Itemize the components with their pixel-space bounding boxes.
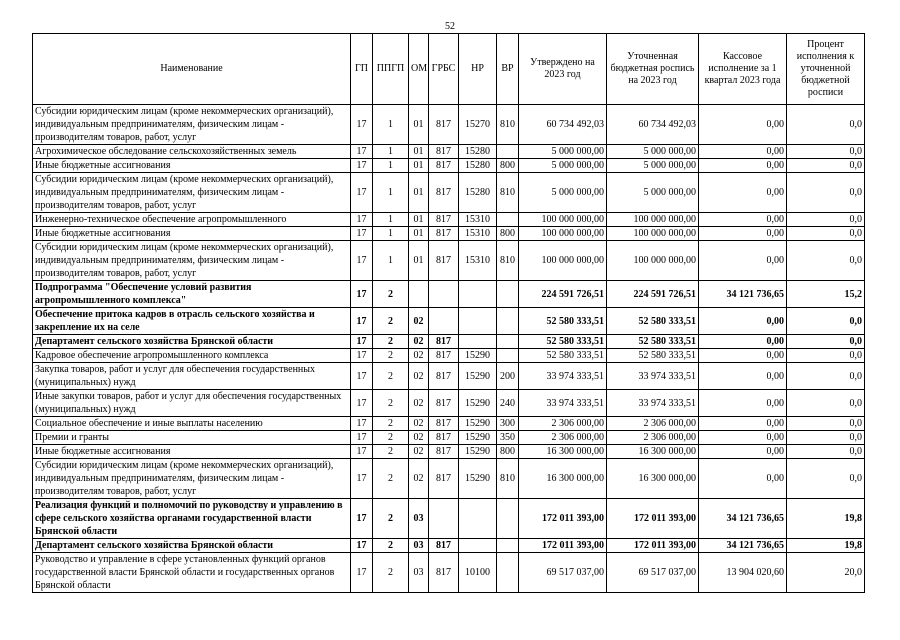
- cell-vr: 240: [497, 390, 519, 417]
- cell-approved: 16 300 000,00: [519, 459, 607, 499]
- cell-np: 15290: [459, 390, 497, 417]
- cell-approved: 224 591 726,51: [519, 281, 607, 308]
- cell-gp: 17: [351, 145, 373, 159]
- cell-percent: 20,0: [787, 553, 865, 593]
- cell-cash: 13 904 020,60: [699, 553, 787, 593]
- table-row: [33, 363, 865, 390]
- cell-cash: 0,00: [699, 159, 787, 173]
- cell-name: Реализация функций и полномочий по руководству и управлению в сфере сельского хозяйства органами государственной власти Брянской области: [33, 499, 351, 539]
- cell-percent: 0,0: [787, 105, 865, 145]
- header-vr: ВР: [497, 34, 519, 105]
- cell-gp: 17: [351, 445, 373, 459]
- cell-approved: 52 580 333,51: [519, 308, 607, 335]
- cell-vr: [497, 499, 519, 539]
- header-cash: Кассовое исполнение за 1 квартал 2023 года: [699, 34, 787, 105]
- cell-np: [459, 281, 497, 308]
- cell-gp: 17: [351, 159, 373, 173]
- cell-approved: 33 974 333,51: [519, 363, 607, 390]
- cell-cash: 0,00: [699, 417, 787, 431]
- cell-vr: [497, 281, 519, 308]
- cell-grbs: 817: [429, 159, 459, 173]
- cell-ppgp: 2: [373, 349, 409, 363]
- cell-name: Инженерно-техническое обеспечение агропромышленного: [33, 213, 351, 227]
- cell-grbs: 817: [429, 241, 459, 281]
- cell-ppgp: 2: [373, 553, 409, 593]
- cell-approved: 172 011 393,00: [519, 499, 607, 539]
- cell-name: Руководство и управление в сфере установленных функций органов государственной власти Брянской области и государственных органов Брянской области: [33, 553, 351, 593]
- cell-np: [459, 539, 497, 553]
- cell-grbs: [429, 499, 459, 539]
- cell-approved: 2 306 000,00: [519, 417, 607, 431]
- cell-vr: 810: [497, 105, 519, 145]
- cell-refined: 16 300 000,00: [607, 445, 699, 459]
- cell-cash: 0,00: [699, 335, 787, 349]
- cell-vr: 800: [497, 159, 519, 173]
- cell-gp: 17: [351, 499, 373, 539]
- cell-gp: 17: [351, 539, 373, 553]
- cell-cash: 0,00: [699, 308, 787, 335]
- cell-percent: 0,0: [787, 227, 865, 241]
- cell-percent: 0,0: [787, 417, 865, 431]
- cell-vr: 350: [497, 431, 519, 445]
- cell-np: [459, 308, 497, 335]
- cell-name: Субсидии юридическим лицам (кроме некоммерческих организаций), индивидуальным предпринимателям, физическим лицам - производителям товаров, работ, услуг: [33, 241, 351, 281]
- cell-gp: 17: [351, 349, 373, 363]
- cell-ppgp: 2: [373, 459, 409, 499]
- cell-vr: 800: [497, 227, 519, 241]
- cell-grbs: 817: [429, 105, 459, 145]
- cell-grbs: 817: [429, 431, 459, 445]
- cell-cash: 0,00: [699, 445, 787, 459]
- cell-ppgp: 1: [373, 159, 409, 173]
- cell-name: Департамент сельского хозяйства Брянской области: [33, 335, 351, 349]
- table-row: [33, 145, 865, 159]
- cell-vr: [497, 213, 519, 227]
- table-row: [33, 105, 865, 145]
- table-row: [33, 539, 865, 553]
- cell-ppgp: 1: [373, 105, 409, 145]
- cell-approved: 60 734 492,03: [519, 105, 607, 145]
- cell-ppgp: 2: [373, 308, 409, 335]
- cell-grbs: 817: [429, 213, 459, 227]
- table-row: [33, 417, 865, 431]
- cell-grbs: 817: [429, 363, 459, 390]
- table-row: [33, 227, 865, 241]
- cell-vr: [497, 335, 519, 349]
- cell-name: Субсидии юридическим лицам (кроме некоммерческих организаций), индивидуальным предпринимателям, физическим лицам - производителям товаров, работ, услуг: [33, 173, 351, 213]
- header-grbs: ГРБС: [429, 34, 459, 105]
- cell-approved: 100 000 000,00: [519, 241, 607, 281]
- cell-refined: 33 974 333,51: [607, 363, 699, 390]
- cell-ppgp: 2: [373, 363, 409, 390]
- cell-om: 01: [409, 173, 429, 213]
- cell-grbs: [429, 281, 459, 308]
- cell-percent: 0,0: [787, 241, 865, 281]
- cell-om: 02: [409, 349, 429, 363]
- cell-np: 15290: [459, 349, 497, 363]
- cell-percent: 19,8: [787, 499, 865, 539]
- table-row: [33, 308, 865, 335]
- header-approved: Утверждено на 2023 год: [519, 34, 607, 105]
- cell-cash: 34 121 736,65: [699, 539, 787, 553]
- cell-refined: 2 306 000,00: [607, 431, 699, 445]
- cell-om: 01: [409, 145, 429, 159]
- cell-percent: 0,0: [787, 445, 865, 459]
- cell-cash: 34 121 736,65: [699, 499, 787, 539]
- cell-ppgp: 2: [373, 539, 409, 553]
- cell-percent: 0,0: [787, 459, 865, 499]
- cell-np: 10100: [459, 553, 497, 593]
- cell-name: Социальное обеспечение и иные выплаты населению: [33, 417, 351, 431]
- cell-grbs: [429, 308, 459, 335]
- cell-gp: 17: [351, 105, 373, 145]
- cell-cash: 0,00: [699, 173, 787, 213]
- cell-grbs: 817: [429, 553, 459, 593]
- cell-refined: 52 580 333,51: [607, 335, 699, 349]
- cell-approved: 100 000 000,00: [519, 213, 607, 227]
- cell-percent: 0,0: [787, 390, 865, 417]
- cell-percent: 0,0: [787, 159, 865, 173]
- cell-grbs: 817: [429, 539, 459, 553]
- cell-cash: 0,00: [699, 145, 787, 159]
- cell-name: Субсидии юридическим лицам (кроме некоммерческих организаций), индивидуальным предпринимателям, физическим лицам - производителям товаров, работ, услуг: [33, 105, 351, 145]
- cell-refined: 60 734 492,03: [607, 105, 699, 145]
- cell-om: 02: [409, 335, 429, 349]
- cell-name: Агрохимическое обследование сельскохозяйственных земель: [33, 145, 351, 159]
- table-row: [33, 173, 865, 213]
- cell-approved: 69 517 037,00: [519, 553, 607, 593]
- cell-refined: 69 517 037,00: [607, 553, 699, 593]
- cell-name: Иные бюджетные ассигнования: [33, 159, 351, 173]
- cell-ppgp: 1: [373, 241, 409, 281]
- header-om: ОМ: [409, 34, 429, 105]
- cell-name: Департамент сельского хозяйства Брянской области: [33, 539, 351, 553]
- cell-np: 15290: [459, 459, 497, 499]
- cell-om: 01: [409, 159, 429, 173]
- cell-refined: 16 300 000,00: [607, 459, 699, 499]
- cell-approved: 5 000 000,00: [519, 159, 607, 173]
- cell-om: 02: [409, 363, 429, 390]
- cell-ppgp: 2: [373, 499, 409, 539]
- table-row: [33, 459, 865, 499]
- cell-vr: 810: [497, 173, 519, 213]
- cell-vr: [497, 145, 519, 159]
- header-name: Наименование: [33, 34, 351, 105]
- cell-refined: 224 591 726,51: [607, 281, 699, 308]
- cell-refined: 5 000 000,00: [607, 173, 699, 213]
- cell-vr: [497, 553, 519, 593]
- cell-np: 15310: [459, 227, 497, 241]
- cell-ppgp: 2: [373, 431, 409, 445]
- cell-np: 15290: [459, 363, 497, 390]
- cell-approved: 16 300 000,00: [519, 445, 607, 459]
- cell-name: Обеспечение притока кадров в отрасль сельского хозяйства и закрепление их на селе: [33, 308, 351, 335]
- cell-refined: 100 000 000,00: [607, 227, 699, 241]
- cell-refined: 172 011 393,00: [607, 539, 699, 553]
- cell-name: Закупка товаров, работ и услуг для обеспечения государственных (муниципальных) нужд: [33, 363, 351, 390]
- cell-cash: 0,00: [699, 105, 787, 145]
- cell-cash: 0,00: [699, 431, 787, 445]
- table-row: [33, 335, 865, 349]
- cell-om: 01: [409, 241, 429, 281]
- page-number: 52: [445, 21, 455, 32]
- cell-grbs: 817: [429, 445, 459, 459]
- cell-gp: 17: [351, 281, 373, 308]
- cell-name: Подпрограмма "Обеспечение условий развития агропромышленного комплекса": [33, 281, 351, 308]
- cell-vr: 200: [497, 363, 519, 390]
- table-row: [33, 159, 865, 173]
- cell-gp: 17: [351, 553, 373, 593]
- cell-percent: 15,2: [787, 281, 865, 308]
- cell-om: [409, 281, 429, 308]
- cell-gp: 17: [351, 227, 373, 241]
- header-ppgp: ППГП: [373, 34, 409, 105]
- cell-om: 02: [409, 445, 429, 459]
- cell-np: 15280: [459, 145, 497, 159]
- cell-gp: 17: [351, 241, 373, 281]
- cell-cash: 0,00: [699, 227, 787, 241]
- cell-approved: 33 974 333,51: [519, 390, 607, 417]
- cell-np: [459, 335, 497, 349]
- cell-refined: 100 000 000,00: [607, 241, 699, 281]
- cell-ppgp: 1: [373, 145, 409, 159]
- cell-refined: 5 000 000,00: [607, 159, 699, 173]
- cell-approved: 100 000 000,00: [519, 227, 607, 241]
- cell-name: Премии и гранты: [33, 431, 351, 445]
- cell-gp: 17: [351, 459, 373, 499]
- table-row: [33, 431, 865, 445]
- cell-om: 02: [409, 390, 429, 417]
- table-row: [33, 349, 865, 363]
- table-row: [33, 241, 865, 281]
- cell-gp: 17: [351, 308, 373, 335]
- cell-grbs: 817: [429, 459, 459, 499]
- cell-ppgp: 1: [373, 213, 409, 227]
- cell-percent: 0,0: [787, 308, 865, 335]
- cell-refined: 52 580 333,51: [607, 349, 699, 363]
- cell-vr: [497, 349, 519, 363]
- cell-np: 15270: [459, 105, 497, 145]
- cell-ppgp: 2: [373, 390, 409, 417]
- cell-vr: [497, 539, 519, 553]
- cell-approved: 5 000 000,00: [519, 145, 607, 159]
- cell-om: 02: [409, 308, 429, 335]
- cell-vr: 800: [497, 445, 519, 459]
- cell-ppgp: 2: [373, 445, 409, 459]
- cell-grbs: 817: [429, 227, 459, 241]
- cell-approved: 52 580 333,51: [519, 349, 607, 363]
- cell-gp: 17: [351, 335, 373, 349]
- cell-ppgp: 2: [373, 417, 409, 431]
- cell-percent: 0,0: [787, 349, 865, 363]
- cell-percent: 0,0: [787, 431, 865, 445]
- cell-name: Иные закупки товаров, работ и услуг для обеспечения государственных (муниципальных) нужд: [33, 390, 351, 417]
- cell-refined: 5 000 000,00: [607, 145, 699, 159]
- cell-ppgp: 1: [373, 227, 409, 241]
- cell-cash: 0,00: [699, 390, 787, 417]
- cell-om: 01: [409, 105, 429, 145]
- cell-gp: 17: [351, 173, 373, 213]
- cell-grbs: 817: [429, 417, 459, 431]
- cell-gp: 17: [351, 431, 373, 445]
- table-header-row: [33, 34, 865, 105]
- cell-name: Иные бюджетные ассигнования: [33, 445, 351, 459]
- cell-gp: 17: [351, 363, 373, 390]
- cell-cash: 34 121 736,65: [699, 281, 787, 308]
- cell-name: Иные бюджетные ассигнования: [33, 227, 351, 241]
- table-row: [33, 499, 865, 539]
- cell-om: 02: [409, 417, 429, 431]
- cell-grbs: 817: [429, 349, 459, 363]
- cell-om: 02: [409, 431, 429, 445]
- cell-refined: 172 011 393,00: [607, 499, 699, 539]
- cell-gp: 17: [351, 417, 373, 431]
- cell-cash: 0,00: [699, 459, 787, 499]
- cell-ppgp: 2: [373, 281, 409, 308]
- cell-np: 15290: [459, 417, 497, 431]
- cell-np: [459, 499, 497, 539]
- cell-percent: 0,0: [787, 335, 865, 349]
- cell-grbs: 817: [429, 335, 459, 349]
- cell-om: 01: [409, 227, 429, 241]
- table-row: [33, 553, 865, 593]
- cell-np: 15280: [459, 173, 497, 213]
- cell-approved: 172 011 393,00: [519, 539, 607, 553]
- header-np: НР: [459, 34, 497, 105]
- cell-ppgp: 2: [373, 335, 409, 349]
- table-row: [33, 390, 865, 417]
- cell-grbs: 817: [429, 390, 459, 417]
- cell-refined: 2 306 000,00: [607, 417, 699, 431]
- header-percent: Процент исполнения к уточненной бюджетной росписи: [787, 34, 865, 105]
- budget-execution-table: [32, 33, 865, 593]
- cell-vr: [497, 308, 519, 335]
- cell-percent: 0,0: [787, 213, 865, 227]
- cell-cash: 0,00: [699, 349, 787, 363]
- cell-cash: 0,00: [699, 241, 787, 281]
- cell-om: 01: [409, 213, 429, 227]
- cell-vr: 810: [497, 459, 519, 499]
- cell-np: 15290: [459, 445, 497, 459]
- cell-ppgp: 1: [373, 173, 409, 213]
- cell-grbs: 817: [429, 145, 459, 159]
- cell-gp: 17: [351, 213, 373, 227]
- cell-np: 15280: [459, 159, 497, 173]
- cell-gp: 17: [351, 390, 373, 417]
- cell-om: 03: [409, 539, 429, 553]
- cell-refined: 33 974 333,51: [607, 390, 699, 417]
- cell-refined: 100 000 000,00: [607, 213, 699, 227]
- header-gp: ГП: [351, 34, 373, 105]
- cell-om: 02: [409, 459, 429, 499]
- cell-cash: 0,00: [699, 213, 787, 227]
- cell-name: Кадровое обеспечение агропромышленного комплекса: [33, 349, 351, 363]
- cell-approved: 52 580 333,51: [519, 335, 607, 349]
- cell-grbs: 817: [429, 173, 459, 213]
- cell-approved: 5 000 000,00: [519, 173, 607, 213]
- cell-vr: 300: [497, 417, 519, 431]
- table-row: [33, 281, 865, 308]
- table-row: [33, 445, 865, 459]
- cell-om: 03: [409, 499, 429, 539]
- cell-percent: 0,0: [787, 145, 865, 159]
- cell-approved: 2 306 000,00: [519, 431, 607, 445]
- cell-vr: 810: [497, 241, 519, 281]
- cell-name: Субсидии юридическим лицам (кроме некоммерческих организаций), индивидуальным предпринимателям, физическим лицам - производителям товаров, работ, услуг: [33, 459, 351, 499]
- cell-cash: 0,00: [699, 363, 787, 390]
- cell-np: 15290: [459, 431, 497, 445]
- table-body: [33, 105, 865, 593]
- cell-percent: 0,0: [787, 173, 865, 213]
- cell-percent: 0,0: [787, 363, 865, 390]
- cell-refined: 52 580 333,51: [607, 308, 699, 335]
- cell-om: 03: [409, 553, 429, 593]
- cell-percent: 19,8: [787, 539, 865, 553]
- table-row: [33, 213, 865, 227]
- cell-np: 15310: [459, 241, 497, 281]
- header-refined: Уточненная бюджетная роспись на 2023 год: [607, 34, 699, 105]
- cell-np: 15310: [459, 213, 497, 227]
